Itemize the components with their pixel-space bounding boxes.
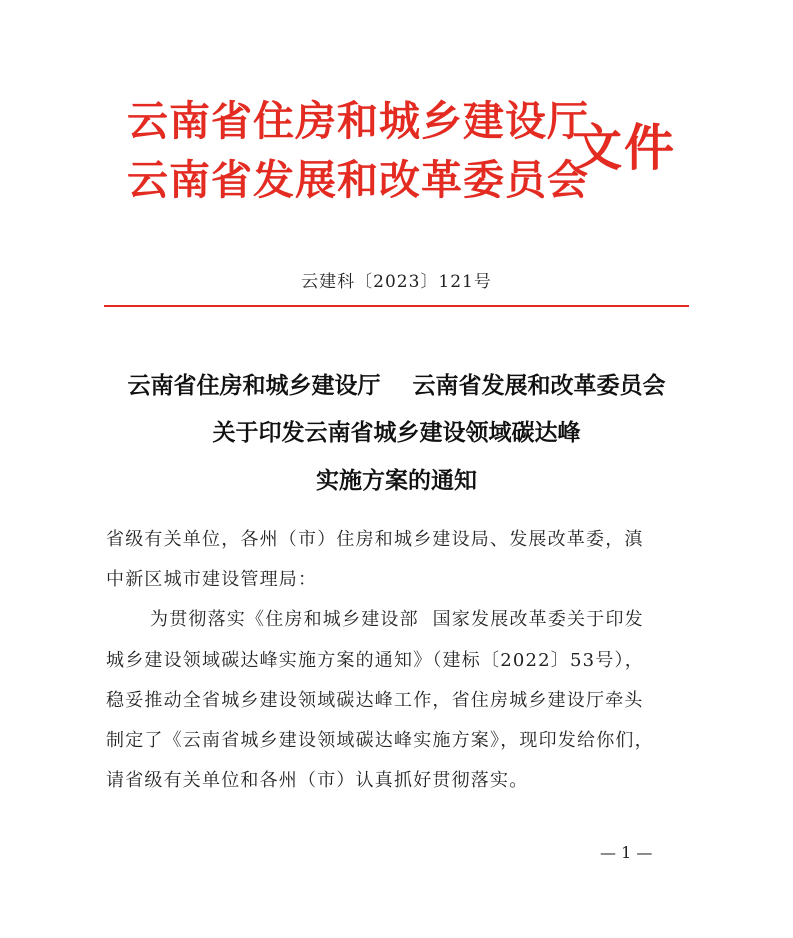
document-number: 云建科〔2023〕121号	[301, 272, 492, 292]
issuer-name-development-commission: 云南省发展和改革委员会	[127, 156, 589, 204]
red-divider-line	[104, 305, 689, 307]
document-type-label: 文件	[572, 118, 676, 177]
title-line-3: 实施方案的通知	[316, 467, 477, 494]
body-line-6: 制定了《云南省城乡建设领域碳达峰实施方案》，现印发给你们，	[106, 730, 654, 751]
body-line-7: 请省级有关单位和各州（市）认真抓好贯彻落实。	[106, 770, 529, 791]
title-line-2: 关于印发云南省城乡建设领域碳达峰	[212, 419, 581, 446]
body-line-4: 城乡建设领域碳达峰实施方案的通知》（建标〔2022〕53号），	[106, 650, 644, 671]
body-line-2: 中新区城市建设管理局：	[106, 569, 318, 590]
body-line-3: 为贯彻落实《住房和城乡建设部 国家发展改革委关于印发	[150, 609, 644, 630]
body-line-1: 省级有关单位，各州（市）住房和城乡建设局、发展改革委，滇	[106, 529, 644, 550]
title-line-1: 云南省住房和城乡建设厅 云南省发展和改革委员会	[127, 372, 666, 399]
page-number: — 1 —	[600, 843, 653, 862]
issuer-name-housing-dept: 云南省住房和城乡建设厅	[127, 97, 589, 145]
body-line-5: 稳妥推动全省城乡建设领域碳达峰工作，省住房城乡建设厅牵头	[106, 690, 644, 711]
